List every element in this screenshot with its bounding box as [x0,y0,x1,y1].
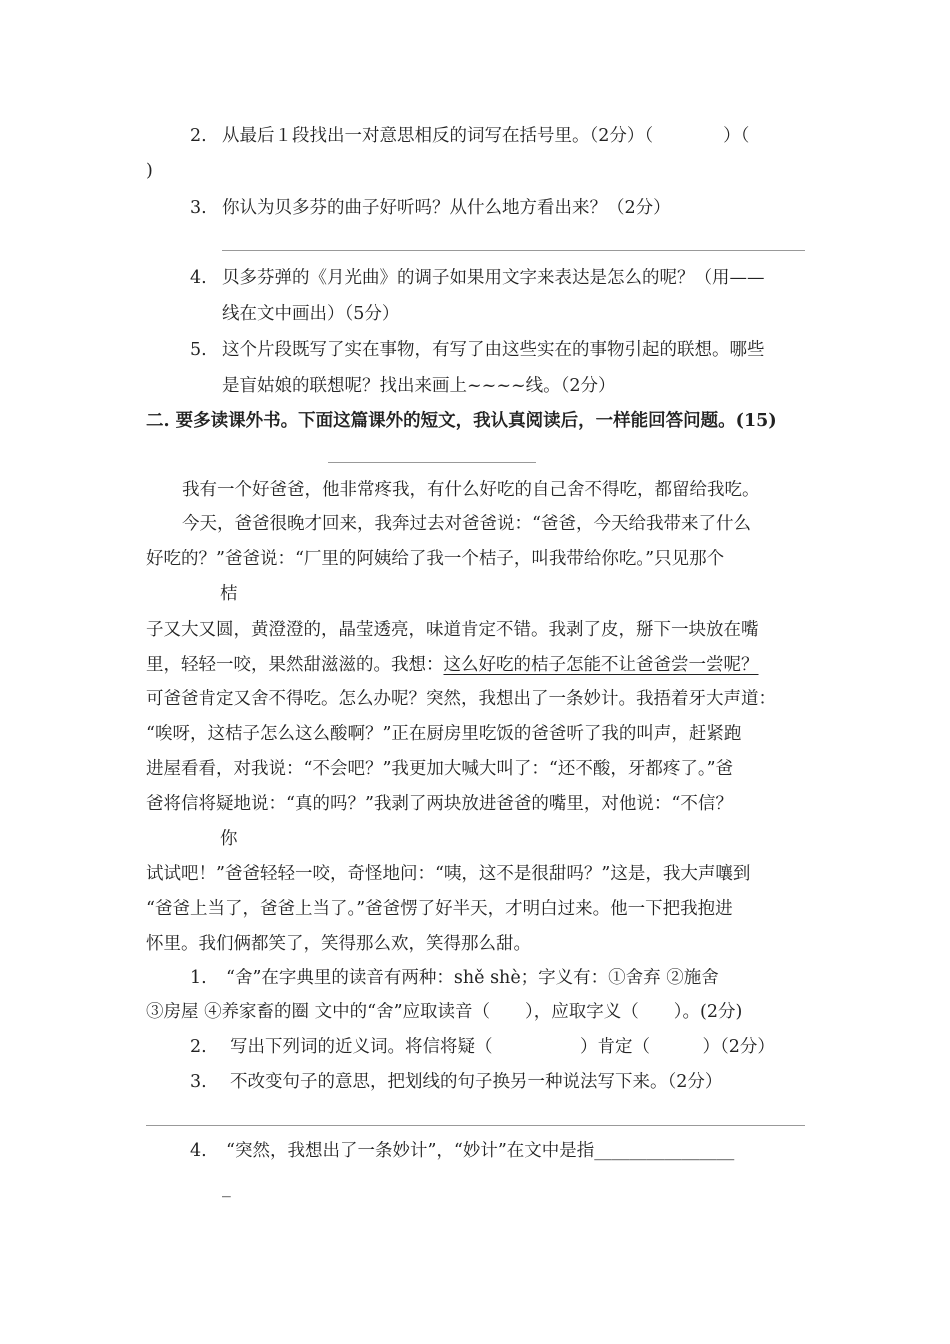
question-5-number: 5. [190,340,207,360]
passage-line: 今天，爸爸很晚才回来，我奔过去对爸爸说：“爸爸，今天给我带来了什么 [182,514,751,534]
passage-text: 里，轻轻一咬，果然甜滋滋的。我想： [146,655,444,675]
passage-line [146,657,759,675]
passage-line: 我有一个好爸爸，他非常疼我，有什么好吃的自己舍不得吃，都留给我吃。 [182,480,760,500]
passage-line: 桔 [220,584,238,604]
question-2-text: 写出下列词的近义词。将信将疑（ ）肯定（ ）（2分） [230,1037,775,1057]
question-4-number: 4. [190,1141,207,1161]
question-2-tail: ) [146,161,153,181]
passage-line: 可爸爸肯定又舍不得吃。怎么办呢？突然，我想出了一条妙计。我捂着牙大声道： [146,689,776,709]
question-3-text: 不改变句子的意思，把划线的句子换另一种说法写下来。（2分） [230,1072,723,1092]
title-line [328,462,536,463]
question-2-number: 2. [190,126,207,146]
passage-line: 子又大又圆，黄澄澄的，晶莹透亮，味道肯定不错。我剥了皮，掰下一块放在嘴 [146,620,759,640]
question-5-line-1: 这个片段既写了实在事物，有写了由这些实在的事物引起的联想。哪些 [222,340,765,360]
question-1-line-1: “舍”在字典里的读音有两种：shě shè；字义有：①舍弃 ②施舍 [226,968,719,988]
question-1-line-2: ③房屋 ④养家畜的圈 文中的“舍”应取读音（ ），应取字义（ ）。(2分) [146,1002,743,1022]
question-2-number: 2. [190,1037,207,1057]
question-4-text: “突然，我想出了一条妙计”，“妙计”在文中是指________________ [226,1141,735,1161]
question-3-number: 3. [190,198,207,218]
passage-line: 试试吧！”爸爸轻轻一咬，奇怪地问：“咦，这不是很甜吗？”这是，我大声嚷到 [146,864,751,884]
underlined-sentence: 这么好吃的桔子怎能不让爸爸尝一尝呢？ [443,655,759,675]
question-3-number: 3. [190,1072,207,1092]
question-4-line-1: 贝多芬弹的《月光曲》的调子如果用文字来表达是怎么的呢？（用—— [222,268,765,288]
answer-line [222,250,805,251]
passage-line: “爸爸上当了，爸爸上当了。”爸爸愣了好半天，才明白过来。他一下把我抱进 [146,899,733,919]
passage-line: “唉呀，这桔子怎么这么酸啊？”正在厨房里吃饭的爸爸听了我的叫声，赶紧跑 [146,724,742,744]
passage-line: 进屋看看，对我说：“不会吧？”我更加大喊大叫了：“还不酸，牙都疼了。”爸 [146,759,734,779]
passage-line: 你 [220,829,238,849]
question-5-line-2: 是盲姑娘的联想呢？找出来画上~~~~线。（2分） [222,376,616,396]
question-4-line-2: 线在文中画出）（5分） [222,304,400,324]
question-3-text: 你认为贝多芬的曲子好听吗？从什么地方看出来？（2分） [222,198,671,218]
question-4-tail: _ [222,1178,231,1198]
answer-line [146,1125,805,1126]
question-1-number: 1. [190,968,207,988]
section-2-heading: 二. 要多读课外书。下面这篇课外的短文，我认真阅读后，一样能回答问题。(15) [146,411,777,431]
passage-line: 好吃的？”爸爸说：“厂里的阿姨给了我一个桔子，叫我带给你吃。”只见那个 [146,549,725,569]
passage-line: 怀里。我们俩都笑了，笑得那么欢，笑得那么甜。 [146,934,531,954]
question-4-number: 4. [190,268,207,288]
passage-line: 爸将信将疑地说：“真的吗？”我剥了两块放进爸爸的嘴里，对他说：“不信？ [146,794,733,814]
question-2-text: 从最后１段找出一对意思相反的词写在括号里。（2分）（ ）（ [222,126,750,146]
